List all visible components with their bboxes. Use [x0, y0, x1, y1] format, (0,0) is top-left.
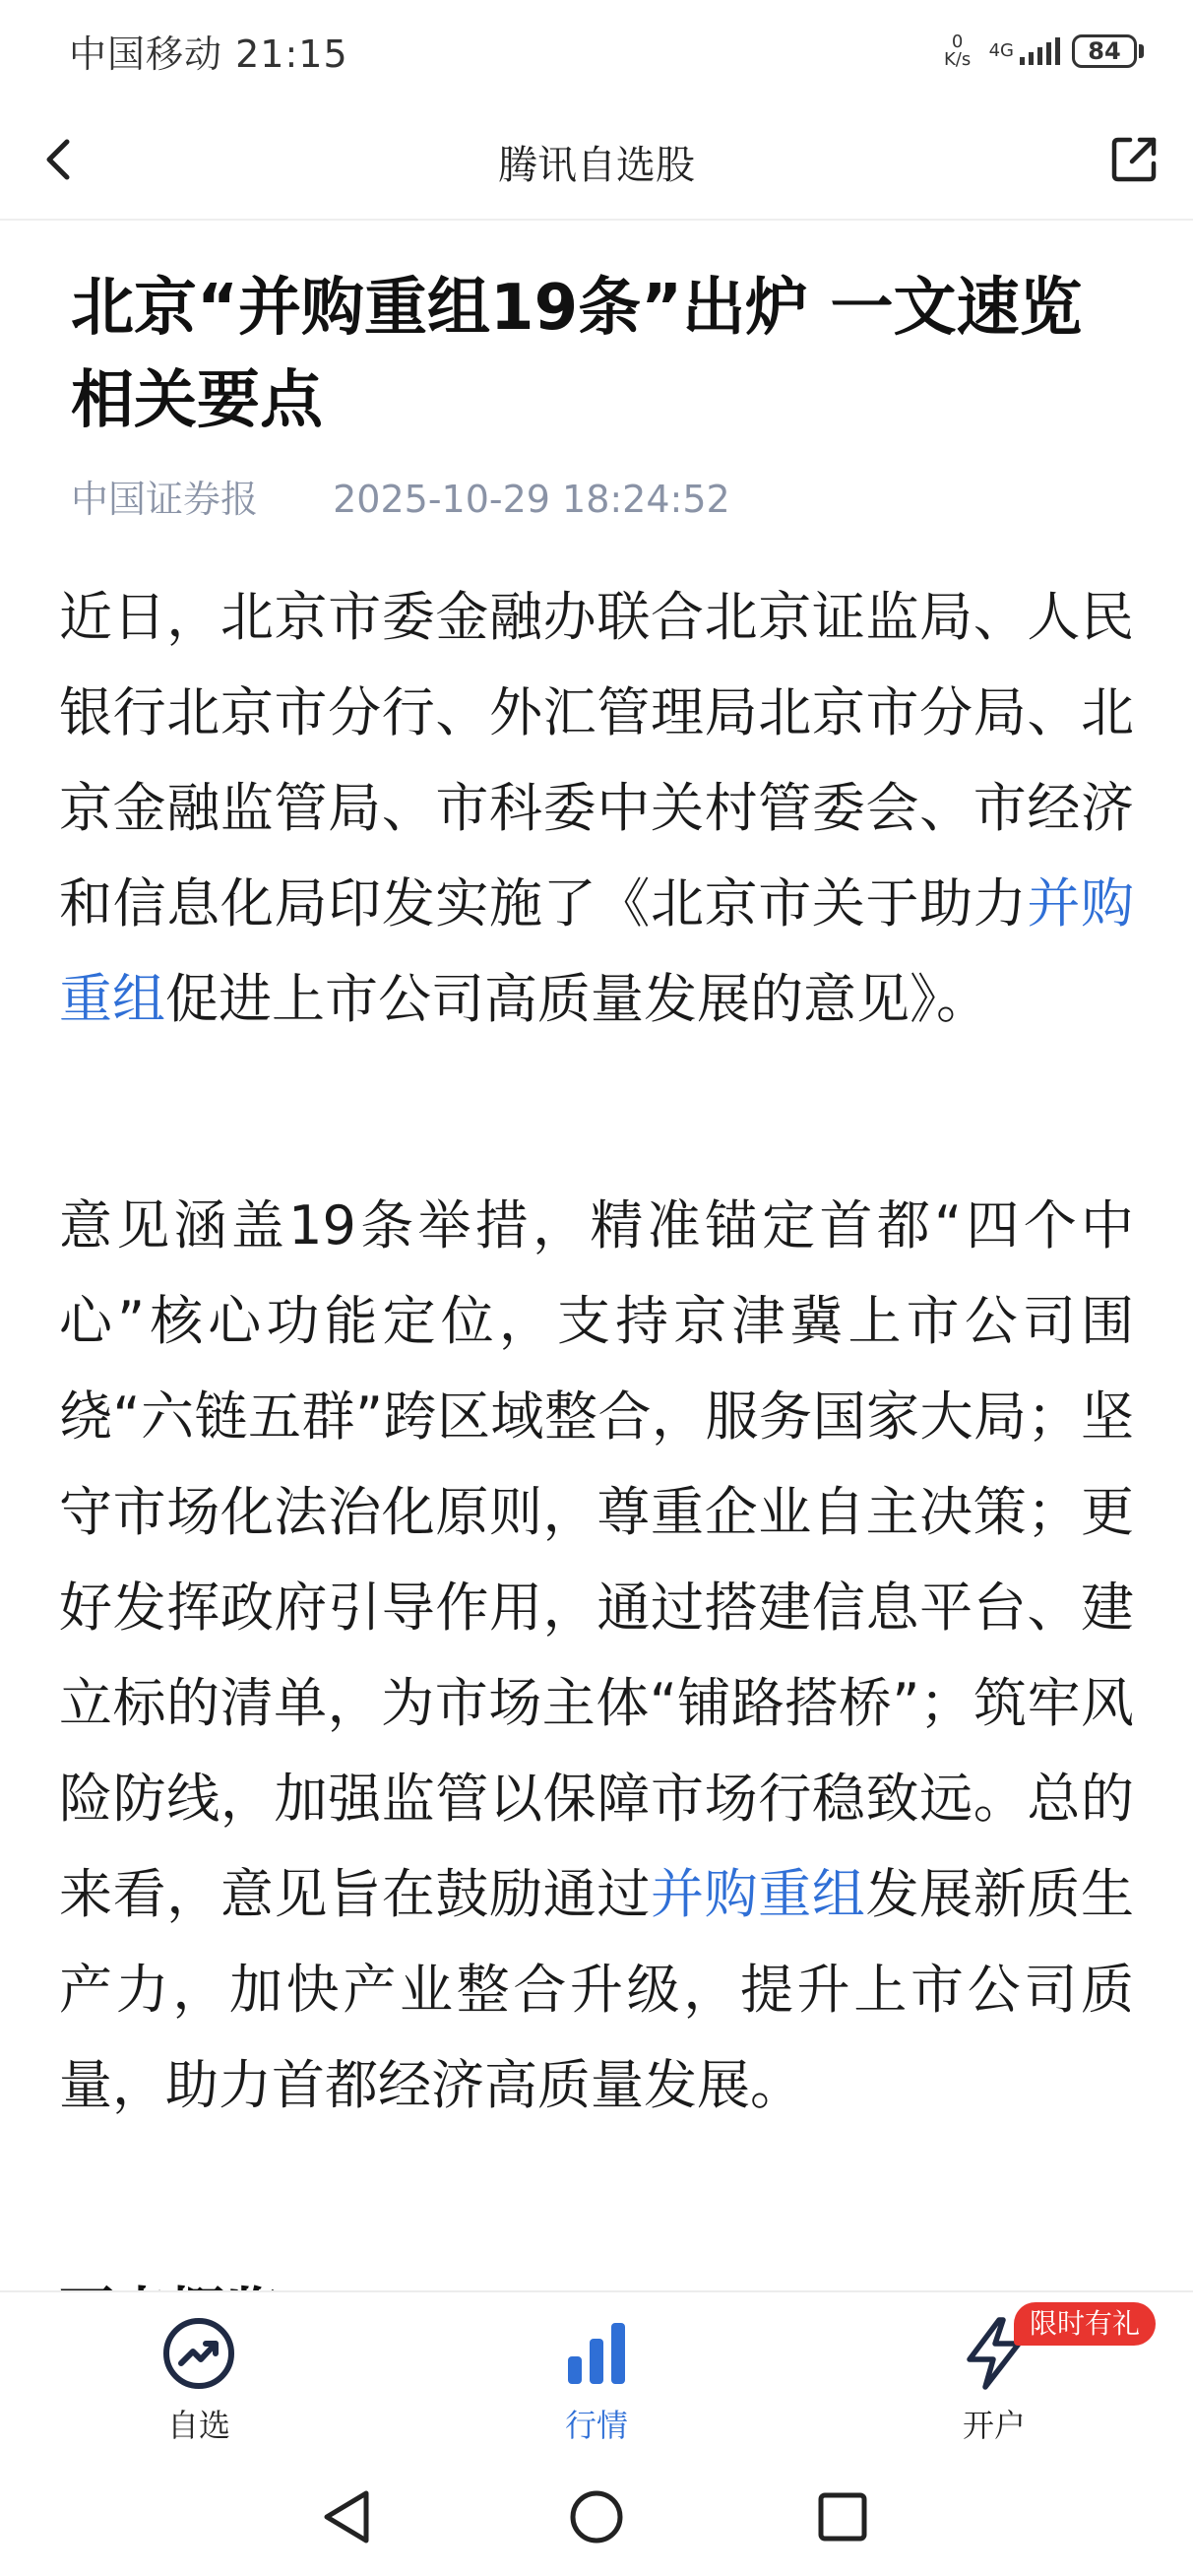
circle-home-icon [567, 2487, 626, 2546]
status-right [938, 30, 1144, 73]
article-body[interactable] [0, 223, 1193, 2290]
status-left [69, 24, 348, 78]
stock-topic-link[interactable]: 并购重组 [650, 1863, 866, 1925]
article-meta [71, 469, 730, 523]
tab-label: 自选 [166, 2407, 230, 2444]
network-type: 4G [988, 40, 1014, 61]
battery-icon [1072, 34, 1144, 68]
network-speed-unit: K/s [943, 49, 972, 70]
article-source[interactable]: 中国证券报 [71, 478, 259, 521]
tab-label: 开户 [962, 2407, 1026, 2444]
article-paragraph-1 [59, 569, 1134, 1047]
promo-badge[interactable]: 限时有礼 [1014, 2302, 1156, 2346]
carrier-name: 中国移动 [69, 32, 223, 76]
system-home-button[interactable] [561, 2481, 632, 2552]
bottom-tab-bar [0, 2290, 1193, 2458]
network-speed-value: 0 [951, 32, 964, 52]
tab-market[interactable] [498, 2314, 695, 2452]
paragraph-text: 近日，北京市委金融办联合北京证监局、人民银行北京市分行、外汇管理局北京市分局、北京金融监管局、市科委中关村管委会、市经济和信息化局印发实施了《北京市关于助力 [59, 586, 1134, 934]
battery-level: 84 [1072, 34, 1137, 68]
nav-title: 腾讯自选股 [498, 143, 695, 188]
stock-topic-link[interactable]: 并购重组 [59, 872, 1135, 1030]
square-recents-icon [815, 2489, 870, 2544]
article-datetime: 2025-10-29 18:24:52 [333, 478, 730, 521]
paragraph-text: 促进上市公司高质量发展的意见》。 [165, 968, 989, 1030]
article-paragraph-2 [59, 1178, 1134, 2133]
paragraph-text: 发展新质生产力，加快产业整合升级，提升上市公司质量，助力首都经济高质量发展。 [59, 1863, 1135, 2116]
signal-strength-icon [1020, 37, 1060, 65]
system-back-button[interactable] [311, 2481, 382, 2552]
system-nav-bar [0, 2458, 1193, 2576]
tab-label: 行情 [564, 2407, 628, 2444]
system-recents-button[interactable] [807, 2481, 878, 2552]
tab-watchlist[interactable] [100, 2314, 297, 2452]
trend-circle-icon [161, 2316, 236, 2391]
share-external-icon [1108, 134, 1160, 185]
top-nav-bar [0, 98, 1193, 221]
paragraph-text: 意见涵盖19条举措，精准锚定首都“四个中心”核心功能定位，支持京津冀上市公司围绕“六链五群”跨区域整合，服务国家大局；坚守市场化法治化原则，尊重企业自主决策；更好发挥政府引导作用，通过搭建信息平台、建立标的清单，为市场主体“铺路搭桥”；筑牢风险防线，加强监管以保障市场行稳致远。总的来看，意见旨在鼓励通过 [59, 1194, 1134, 1925]
status-bar [0, 0, 1193, 98]
article-headline: 北京“并购重组19条”出炉 一文速览相关要点 [71, 272, 1083, 437]
share-button[interactable] [1102, 128, 1165, 191]
triangle-back-icon [319, 2487, 374, 2546]
network-speed [938, 33, 977, 69]
clock-time: 21:15 [235, 32, 348, 76]
bar-chart-icon [562, 2319, 631, 2388]
